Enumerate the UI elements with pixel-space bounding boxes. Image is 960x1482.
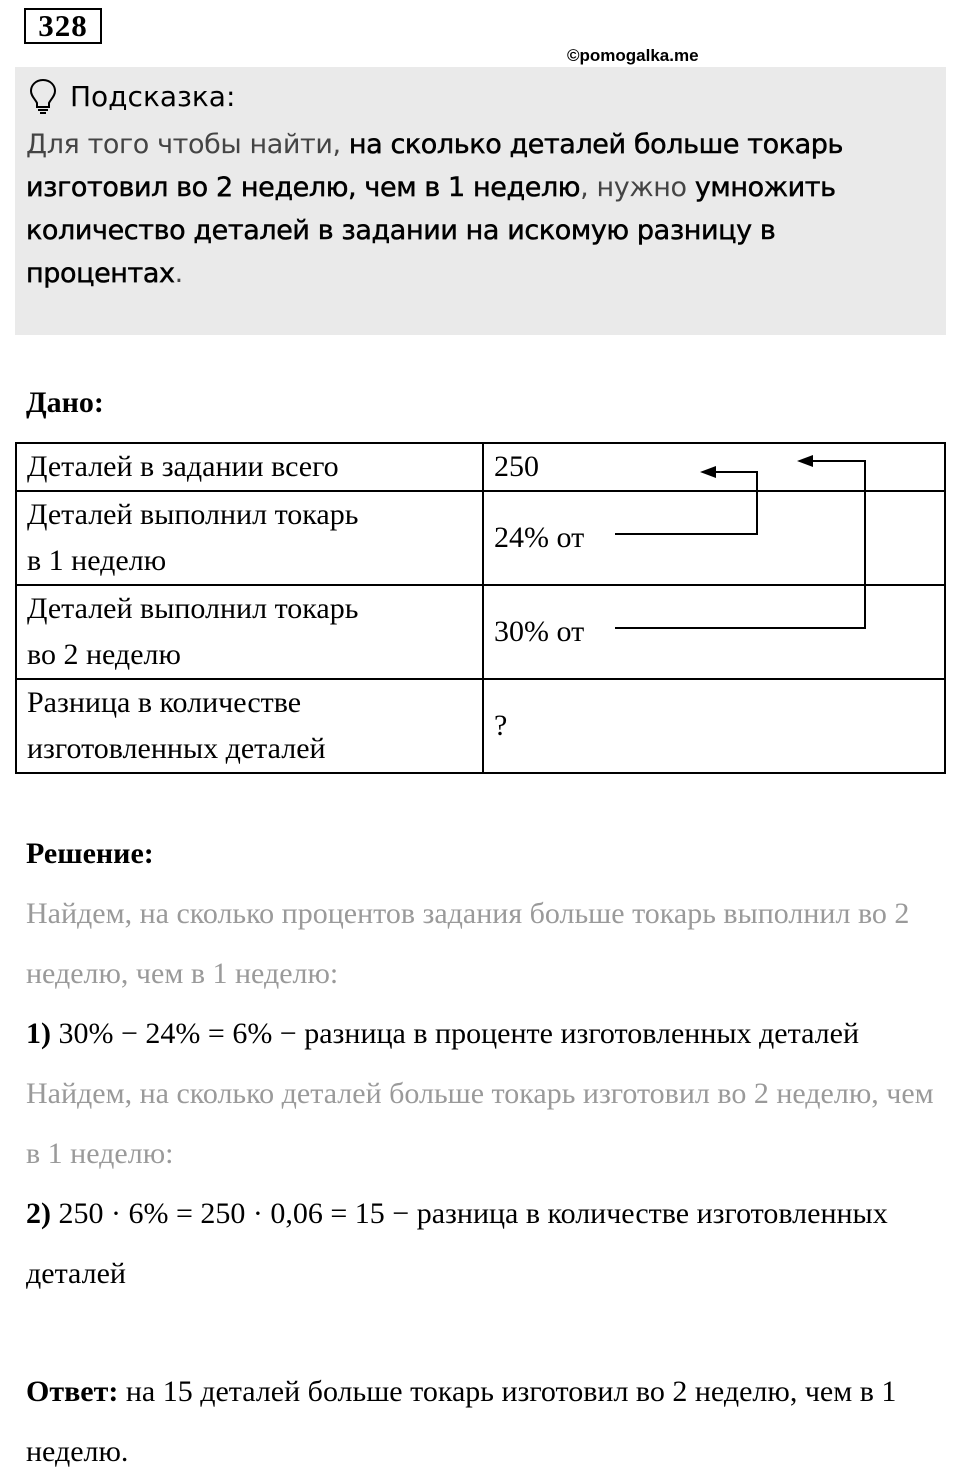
- answer-text: на 15 деталей больше токарь изготовил во 2 неделю, чем в 1 неделю.: [26, 1375, 897, 1468]
- step1: 1) 30% − 24% = 6% − разница в проценте изготовленных деталей: [26, 1017, 860, 1050]
- hint-title-text: Подсказка:: [70, 79, 236, 113]
- answer: [26, 1362, 936, 1482]
- given-table: [15, 442, 946, 774]
- lightbulb-icon: [28, 78, 58, 114]
- table-row: [16, 443, 945, 491]
- solution-title: Решение:: [26, 837, 154, 870]
- given-label: Деталей в задании всего: [16, 443, 483, 491]
- step2-intro: Найдем, на сколько деталей больше токарь изготовил во 2 неделю, чем в 1 неделю:: [26, 1077, 934, 1170]
- watermark: ©pomogalka.me: [567, 46, 699, 65]
- hint-text-1: Для того чтобы найти,: [26, 129, 349, 160]
- given-label: Разница в количестве изготовленных деталей: [16, 679, 483, 773]
- hint-bold-2: умножить количество деталей в задании на искомую разницу в процентах: [26, 172, 836, 289]
- problem-number: 328: [24, 8, 102, 44]
- hint-text-2: , нужно: [580, 172, 695, 203]
- hint-body: [26, 123, 926, 295]
- table-row: [16, 585, 945, 679]
- hint-text-3: .: [174, 258, 183, 289]
- given-label: Деталей выполнил токарь в 1 неделю: [16, 491, 483, 585]
- table-row: [16, 679, 945, 773]
- given-title: Дано:: [26, 386, 104, 419]
- table-row: [16, 491, 945, 585]
- given-value: 30% от: [483, 585, 945, 679]
- hint-title: [28, 76, 235, 116]
- given-value: ?: [483, 679, 945, 773]
- hint-bold-1: на сколько деталей больше токарь изготовил во 2 неделю, чем в 1 неделю: [26, 129, 844, 203]
- step2: 2) 250 · 6% = 250 · 0,06 = 15 − разница в количестве изготовленных деталей: [26, 1197, 888, 1290]
- step1-intro: Найдем, на сколько процентов задания больше токарь выполнил во 2 неделю, чем в 1 неделю:: [26, 897, 910, 990]
- answer-label: Ответ:: [26, 1375, 119, 1408]
- given-value: 250: [483, 443, 945, 491]
- given-label: Деталей выполнил токарь во 2 неделю: [16, 585, 483, 679]
- solution: [26, 836, 936, 1304]
- given-value: 24% от: [483, 491, 945, 585]
